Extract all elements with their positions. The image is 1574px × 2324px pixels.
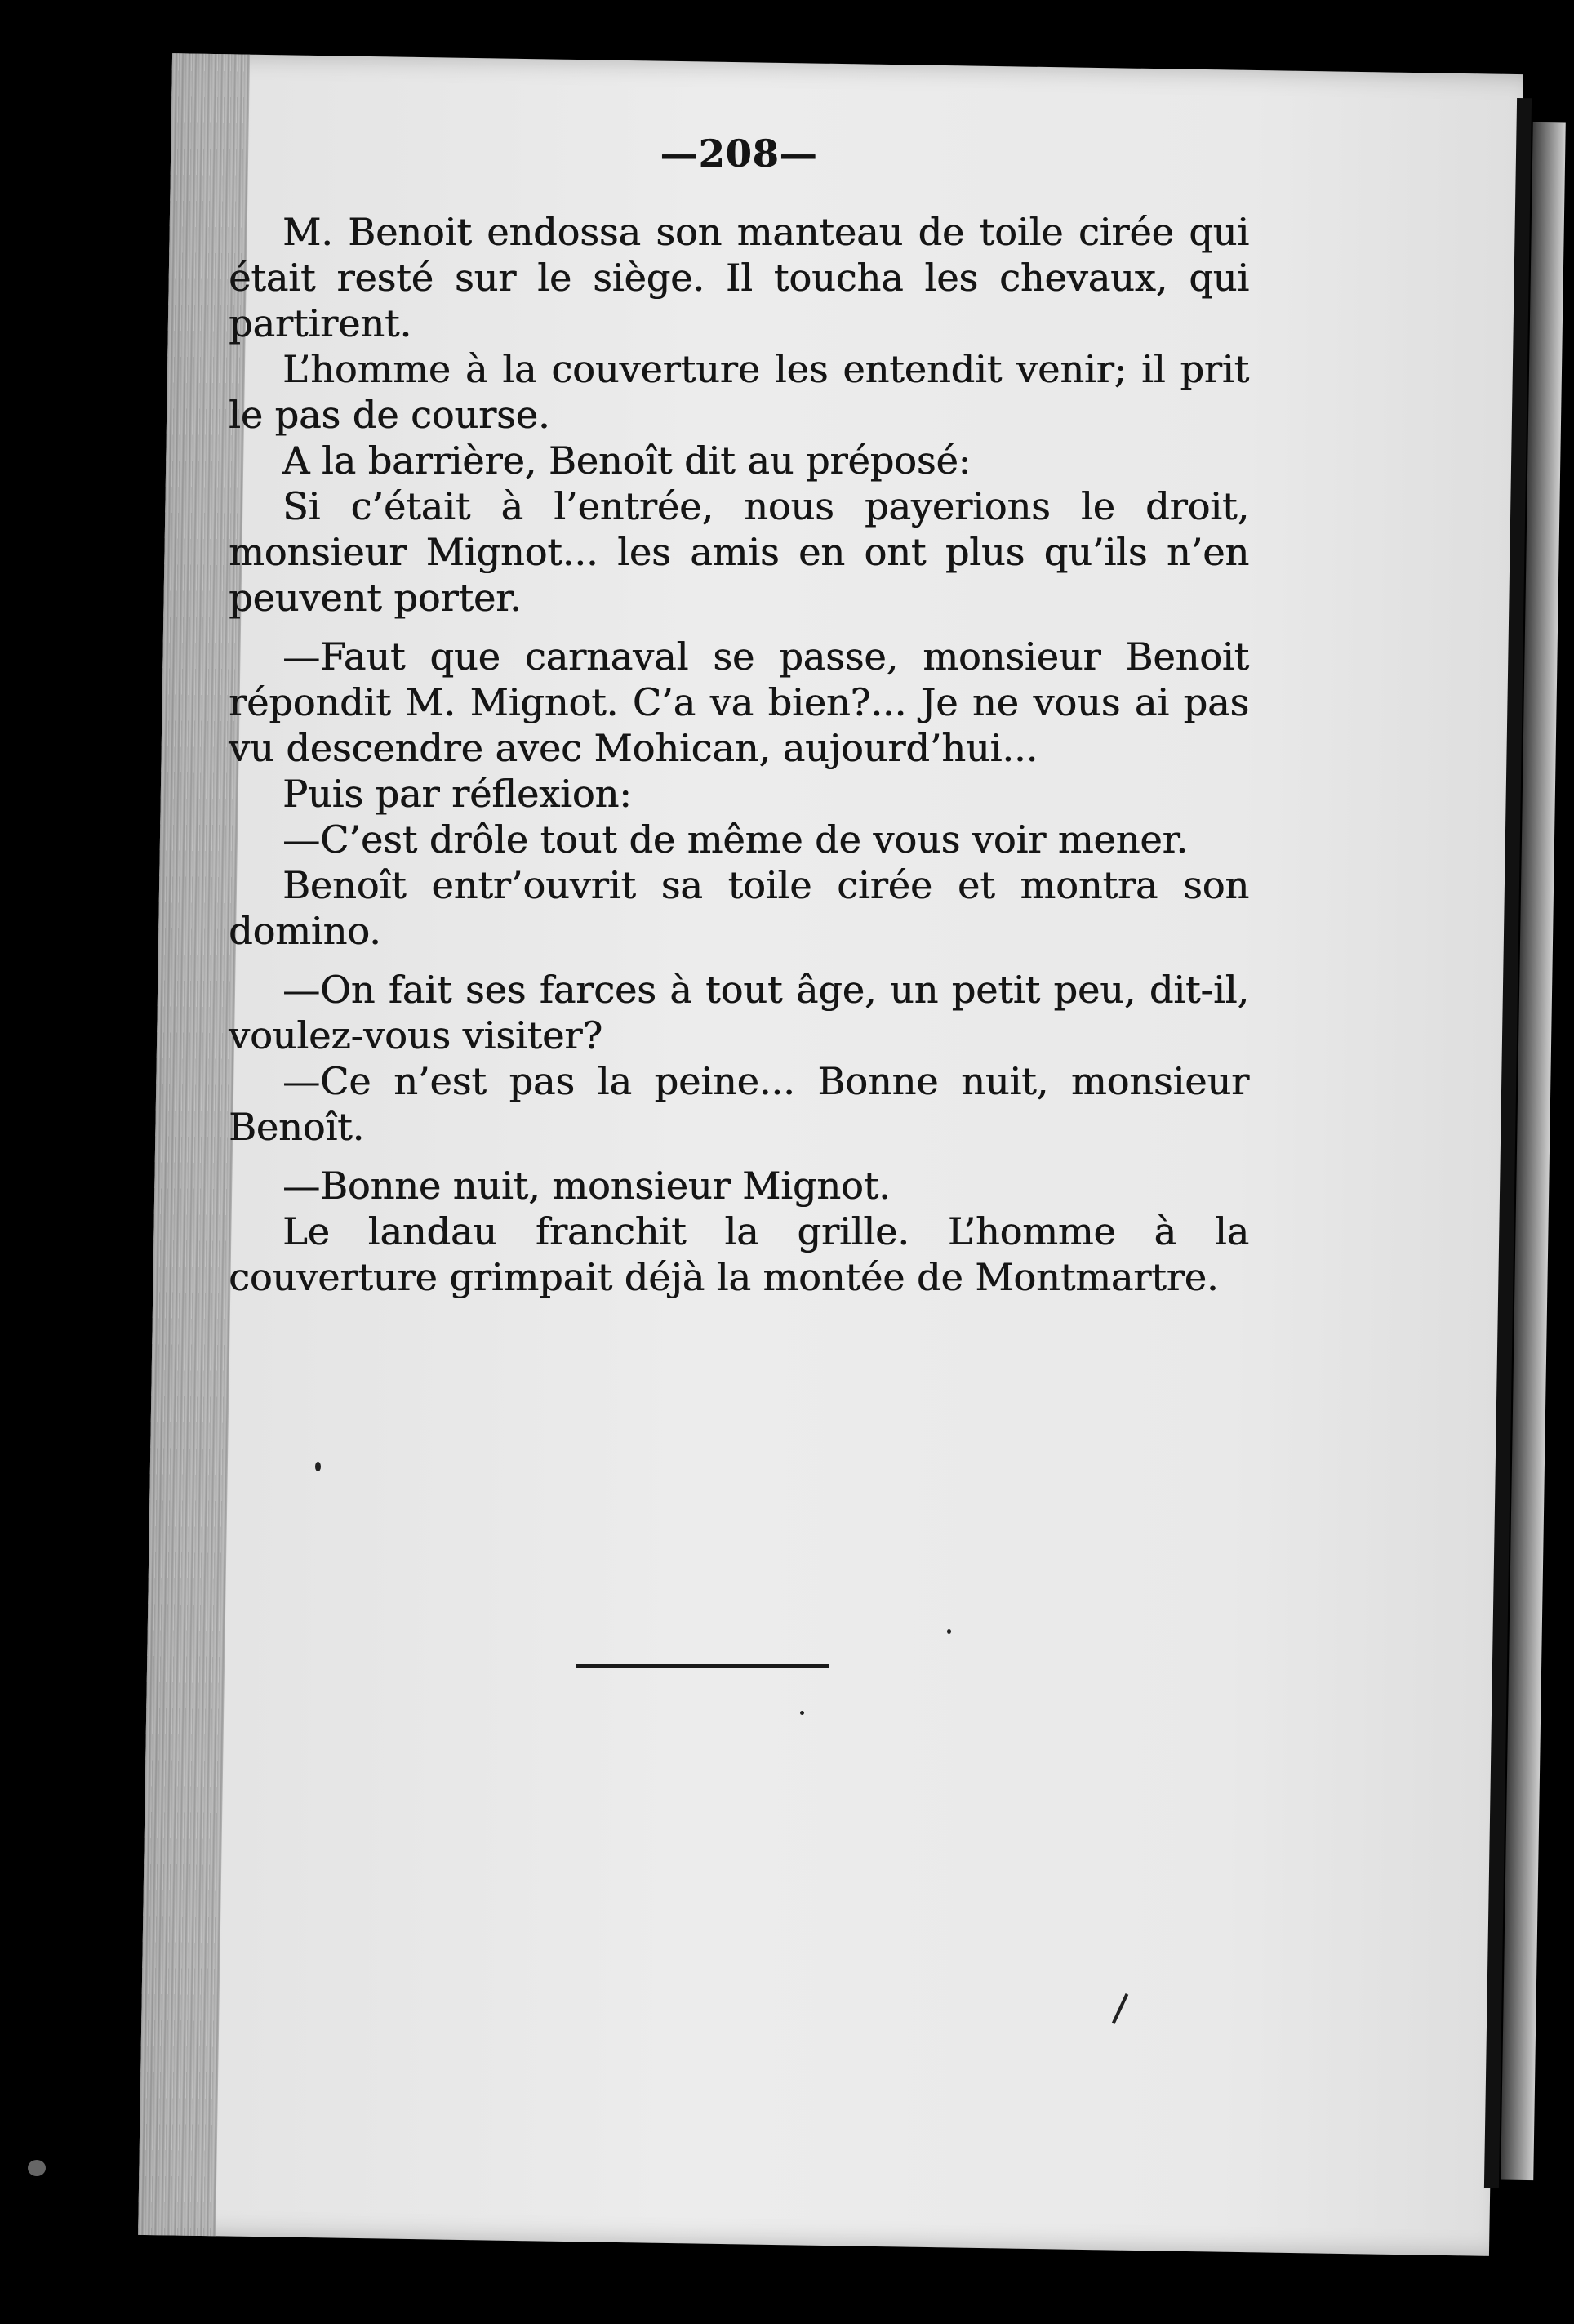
paragraph: M. Benoit endossa son manteau de toile cirée qui était resté sur le siège. Il toucha les chevaux, qui partirent.: [229, 210, 1249, 345]
paragraph: Puis par réflexion:: [282, 772, 632, 816]
paragraph: —C’est drôle tout de même de vous voir mener.: [282, 817, 1189, 861]
dust-speck: [315, 1462, 321, 1471]
end-of-chapter-rule: [576, 1664, 829, 1668]
paragraph: —Bonne nuit, monsieur Mignot.: [282, 1164, 891, 1208]
paragraph: Si c’était à l’entrée, nous payerions le droit, monsieur Mignot... les amis en ont plus qu’ils n’en peuvent porter.: [229, 484, 1249, 620]
dust-speck: [947, 1629, 951, 1634]
paragraph: —Ce n’est pas la peine... Bonne nuit, monsieur Benoît.: [229, 1059, 1249, 1149]
page-number: —208—: [660, 131, 818, 176]
paragraph: Benoît entr’ouvrit sa toile cirée et montra son domino.: [229, 863, 1249, 953]
paragraph: L’homme à la couverture les entendit venir; il prit le pas de course.: [229, 347, 1249, 437]
dust-speck: [800, 1711, 804, 1715]
paragraph: —Faut que carnaval se passe, monsieur Benoit répondit M. Mignot. C’a va bien?... Je ne vous ai pas vu descendre avec Mohican, aujourd’hui...: [229, 634, 1249, 770]
paragraph: —On fait ses farces à tout âge, un petit peu, dit-il, voulez-vous visiter?: [229, 968, 1249, 1057]
paragraph: A la barrière, Benoît dit au préposé:: [282, 439, 972, 483]
page-text: [229, 131, 1249, 1300]
paragraph: Le landau franchit la grille. L’homme à la couverture grimpait déjà la montée de Montmartre.: [229, 1209, 1249, 1299]
dust-speck: [28, 2160, 46, 2176]
